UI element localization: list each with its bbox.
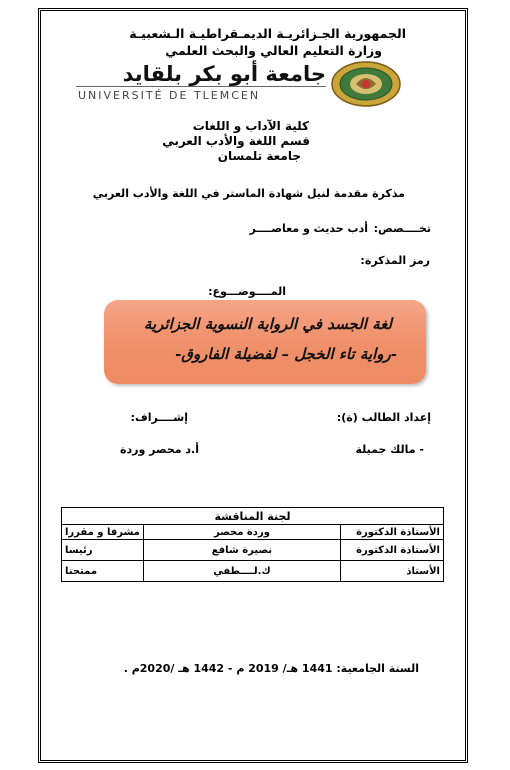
jury-member-title: الأستاذ <box>341 561 444 582</box>
thesis-title-line2: -رواية تاء الخجل – لفضيلة الفاروق- <box>175 345 397 363</box>
memo-description: مذكرة مقدمة لنيل شهادة الماستر في اللغة والأدب العربي <box>92 187 405 200</box>
subject-label: المــــوضـــوع: <box>208 285 286 298</box>
city-line: جامعة تلمسان <box>217 149 301 163</box>
jury-member-name: وردة محصر <box>143 525 340 540</box>
jury-caption: لجنة المناقشة <box>62 508 444 525</box>
supervisor-name: أ.د محصر وردة <box>120 443 199 456</box>
university-name-arabic: جامعة أبو بكر بلقايد <box>122 62 326 86</box>
jury-member-title: الأستاذة الدكتورة <box>341 525 444 540</box>
jury-member-name: ك.لــــطفي <box>143 561 340 582</box>
jury-member-role: رئيسا <box>62 540 144 561</box>
thesis-title-box <box>104 300 426 384</box>
department-line: قسم اللغة والأدب العربي <box>162 134 310 148</box>
university-name-french: UNIVERSITÉ DE TLEMCEN <box>78 89 261 102</box>
jury-member-name: نصيرة شافع <box>143 540 340 561</box>
specialty-label: تخــــصص: <box>373 222 431 235</box>
university-emblem-icon <box>330 60 402 108</box>
thesis-title-line1: لغة الجسد في الرواية النسوية الجزائرية <box>143 315 392 333</box>
student-name: - مالك جميلة <box>355 443 424 456</box>
jury-row <box>62 540 444 561</box>
specialty-value: أدب حديث و معاصــــر <box>249 222 368 235</box>
student-label: إعداد الطالب (ة): <box>336 411 431 424</box>
jury-member-title: الأستاذة الدكتورة <box>341 540 444 561</box>
republic-line: الجمهورية الجـزائريـة الديمـقراطيـة الـشعبيـة <box>129 26 406 41</box>
faculty-line: كلية الآداب و اللغات <box>192 119 309 133</box>
jury-member-role: مشرفا و مقررا <box>62 525 144 540</box>
supervisor-label: إشــــراف: <box>130 411 188 424</box>
memo-code-label: رمز المذكرة: <box>360 254 430 267</box>
jury-table <box>61 507 444 582</box>
logo-divider <box>76 86 326 87</box>
academic-year: السنة الجامعية: 1441 هـ/ 2019 م - 1442 هـ /2020م . <box>123 662 419 675</box>
ministry-line: وزارة التعليم العالي والبحث العلمي <box>165 43 382 58</box>
jury-member-role: ممتحنا <box>62 561 144 582</box>
jury-row <box>62 561 444 582</box>
jury-row <box>62 525 444 540</box>
